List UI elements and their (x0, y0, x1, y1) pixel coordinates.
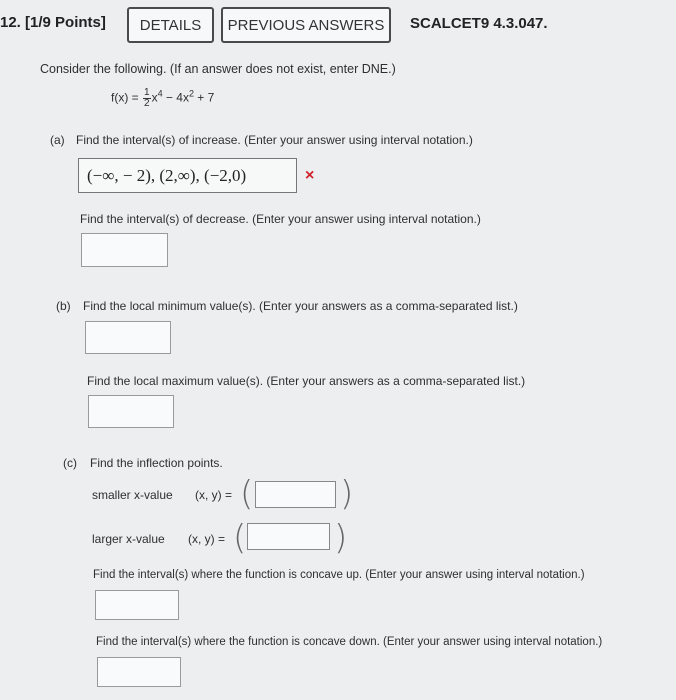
part-a-increase-prompt: Find the interval(s) of increase. (Enter your answer using interval notation.) (76, 133, 473, 147)
question-number: 12. [1/9 Points] (0, 14, 106, 31)
concave-down-answer-field[interactable] (97, 657, 181, 687)
left-paren-larger: ( (233, 518, 247, 558)
smaller-x-label: smaller x-value (92, 488, 173, 502)
larger-x-label: larger x-value (92, 532, 165, 546)
exponent-2: 2 (188, 88, 194, 99)
concave-down-prompt: Find the interval(s) where the function is concave down. (Enter your answer using interval notation.) (96, 636, 603, 648)
problem-code: SCALCET9 4.3.047. (410, 15, 548, 32)
function-definition (111, 88, 214, 109)
function-term-4x: − 4x (162, 90, 189, 105)
details-button[interactable]: DETAILS (127, 7, 214, 43)
part-b-label: (b) (56, 299, 71, 313)
function-term-x: x (151, 90, 158, 105)
concave-up-prompt: Find the interval(s) where the function is concave up. (Enter your answer using interval notation.) (93, 569, 585, 581)
incorrect-icon: × (305, 167, 315, 184)
right-paren-smaller: ) (340, 474, 354, 514)
decrease-answer-field[interactable] (81, 233, 168, 267)
concave-up-answer-field[interactable] (95, 590, 179, 620)
part-a-decrease-prompt: Find the interval(s) of decrease. (Enter your answer using interval notation.) (80, 212, 481, 226)
local-max-answer-field[interactable] (88, 395, 174, 428)
part-b-min-prompt: Find the local minimum value(s). (Enter your answers as a comma-separated list.) (83, 299, 518, 313)
part-c-label: (c) (63, 456, 77, 470)
fraction-denominator: 2 (144, 98, 150, 109)
left-paren-smaller: ( (240, 474, 254, 514)
part-a-label: (a) (50, 133, 65, 147)
right-paren-larger: ) (334, 518, 348, 558)
intro-text: Consider the following. (If an answer does not exist, enter DNE.) (40, 62, 396, 76)
part-b-max-prompt: Find the local maximum value(s). (Enter your answers as a comma-separated list.) (87, 374, 526, 388)
local-min-answer-field[interactable] (85, 321, 171, 354)
exponent-4: 4 (157, 88, 163, 99)
function-lhs: f(x) = (111, 90, 143, 105)
function-term-constant: + 7 (193, 90, 215, 105)
larger-inflection-point-field[interactable] (247, 523, 330, 550)
increase-answer-field[interactable]: (−∞, − 2), (2,∞), (−2,0) (78, 158, 297, 193)
part-c-prompt: Find the inflection points. (90, 456, 223, 470)
previous-answers-button[interactable]: PREVIOUS ANSWERS (221, 7, 391, 43)
smaller-xy-label: (x, y) = (195, 488, 233, 502)
larger-xy-label: (x, y) = (188, 532, 226, 546)
fraction (143, 88, 151, 109)
smaller-inflection-point-field[interactable] (255, 481, 336, 508)
fraction-numerator: 1 (144, 87, 150, 98)
